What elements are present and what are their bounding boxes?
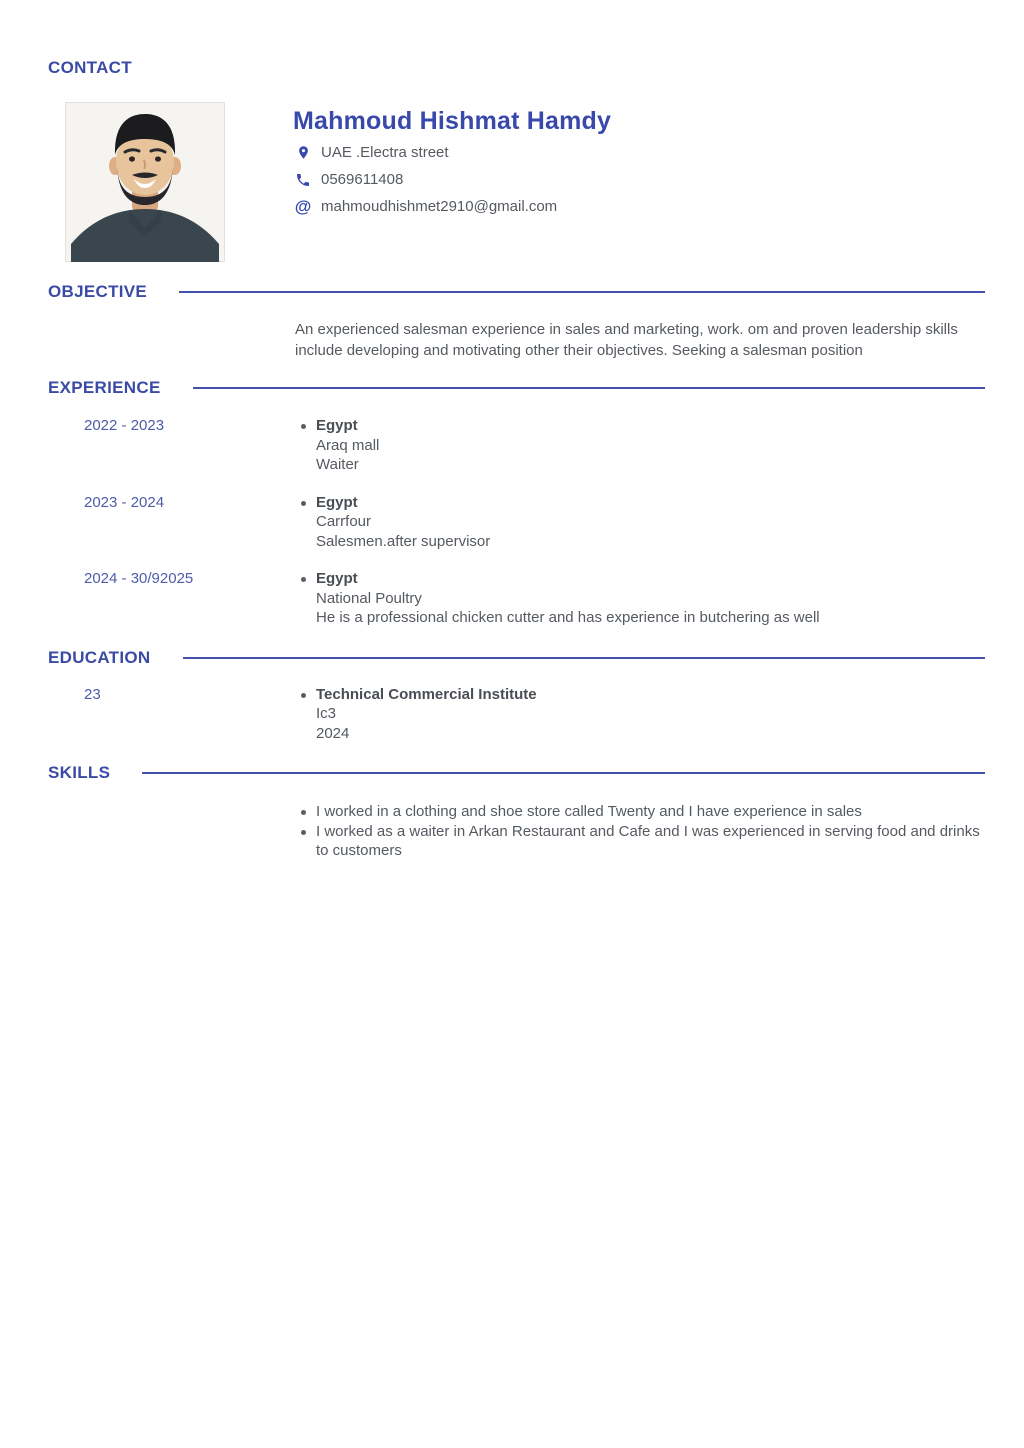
person-name: Mahmoud Hishmat Hamdy xyxy=(293,107,612,135)
section-heading-experience xyxy=(48,378,985,398)
contact-address xyxy=(293,139,611,166)
profile-photo-illustration xyxy=(65,102,225,262)
experience-role: He is a professional chicken cutter and has experience in butchering as well xyxy=(316,609,820,626)
skills-left-spacer xyxy=(48,802,295,861)
section-heading-skills xyxy=(48,763,985,783)
skills-heading-rule xyxy=(142,772,985,774)
phone-icon xyxy=(293,172,313,188)
experience-organization: National Poultry xyxy=(316,589,422,607)
phone-text: 0569611408 xyxy=(321,171,404,188)
education-period: 23 xyxy=(84,685,101,703)
profile-photo xyxy=(65,102,225,262)
section-heading-objective xyxy=(48,282,985,302)
experience-heading-rule xyxy=(193,387,985,389)
location-pin-icon xyxy=(293,144,313,161)
skills-heading-label: SKILLS xyxy=(48,763,111,782)
contact-list xyxy=(293,139,611,220)
section-heading-education xyxy=(48,648,985,668)
contact-email xyxy=(293,193,611,220)
education-details xyxy=(295,685,985,744)
experience-organization: Carrfour xyxy=(316,513,372,530)
section-heading-contact xyxy=(48,58,985,78)
at-sign-icon: @ xyxy=(294,197,312,216)
experience-location: Egypt xyxy=(316,417,358,434)
experience-entry xyxy=(48,569,985,628)
header xyxy=(48,102,985,262)
experience-location: Egypt xyxy=(316,493,358,511)
experience-period: 2022 - 2023 xyxy=(84,417,165,434)
experience-entry xyxy=(48,493,985,552)
experience-details xyxy=(295,569,985,628)
skills-section xyxy=(48,802,985,861)
education-institution: Technical Commercial Institute xyxy=(316,685,537,703)
experience-details xyxy=(295,493,985,552)
experience-organization: Araq mall xyxy=(316,436,380,454)
contact-phone xyxy=(293,166,611,193)
skill-item: I worked in a clothing and shoe store called Twenty and I have experience in sales xyxy=(295,802,985,822)
education-entry xyxy=(48,685,985,744)
experience-role: Salesmen.after supervisor xyxy=(316,532,491,550)
experience-heading-label: EXPERIENCE xyxy=(48,378,161,397)
experience-entry xyxy=(48,416,985,475)
experience-period: 2024 - 30/92025 xyxy=(84,570,194,587)
contact-heading-label: CONTACT xyxy=(48,58,132,77)
objective-left-spacer xyxy=(48,319,295,361)
skill-item: I worked as a waiter in Arkan Restaurant and Cafe and I was experienced in serving food and drinks to customers xyxy=(295,822,985,861)
address-text: UAE .Electra street xyxy=(321,144,449,161)
objective-text: An experienced salesman experience in sales and marketing, work. om and proven leadership skills include developing and motivating other their objectives. Seeking a salesman position xyxy=(295,321,958,359)
objective-section xyxy=(48,319,985,361)
objective-heading-rule xyxy=(179,291,985,293)
education-heading-rule xyxy=(183,657,986,659)
education-heading-label: EDUCATION xyxy=(48,647,151,667)
experience-details xyxy=(295,416,985,475)
email-text: mahmoudhishmet2910@gmail.com xyxy=(321,198,558,215)
identity-block xyxy=(293,102,611,262)
education-detail: Ic3 xyxy=(316,705,337,722)
education-year: 2024 xyxy=(316,724,350,742)
experience-role: Waiter xyxy=(316,456,359,473)
experience-location: Egypt xyxy=(316,570,358,587)
experience-period: 2023 - 2024 xyxy=(84,493,165,511)
objective-heading-label: OBJECTIVE xyxy=(48,282,148,301)
